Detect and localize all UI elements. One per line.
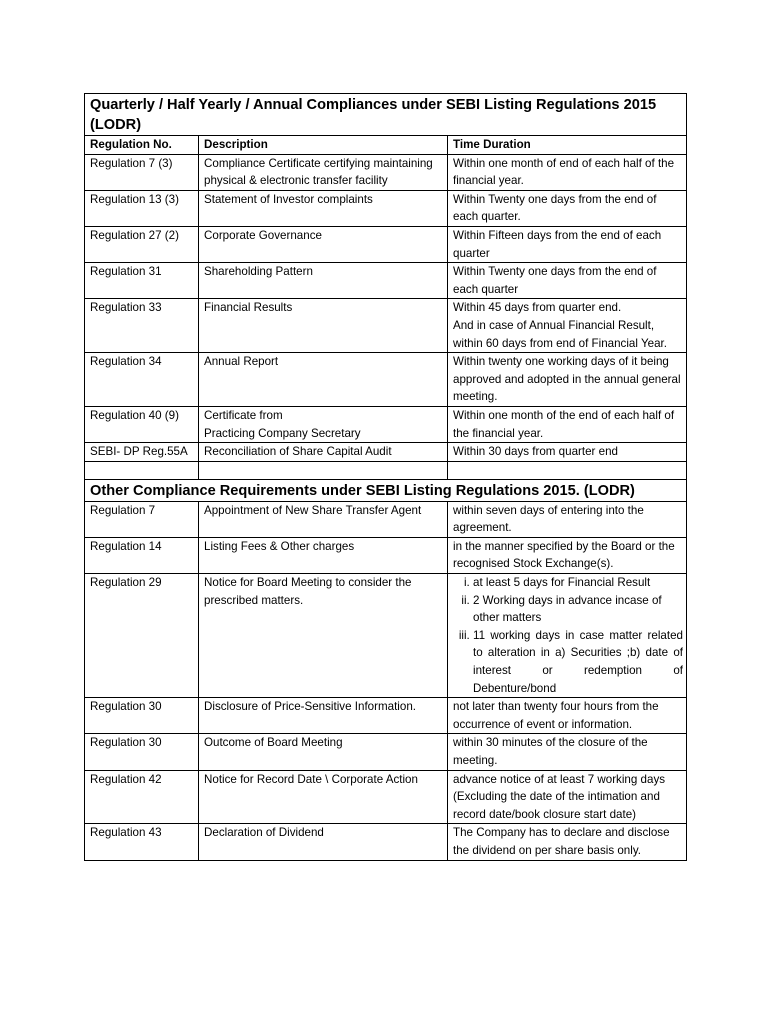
regulation-cell: Regulation 43 <box>85 824 199 860</box>
regulation-cell: Regulation 40 (9) <box>85 406 199 442</box>
description-cell: Compliance Certificate certifying maintaining physical & electronic transfer facility <box>199 154 448 190</box>
table-row <box>85 226 687 262</box>
regulation-cell: Regulation 29 <box>85 574 199 698</box>
table-row <box>85 824 687 860</box>
description-cell: Corporate Governance <box>199 226 448 262</box>
description-cell: Reconciliation of Share Capital Audit <box>199 443 448 462</box>
notice-period-list <box>453 574 683 697</box>
time-duration-cell: Within one month of the end of each half of the financial year. <box>448 406 687 442</box>
table-row <box>85 353 687 407</box>
regulation-cell: Regulation 7 (3) <box>85 154 199 190</box>
list-item: iii. 11 working days in case matter related to alteration in a) Securities ;b) date of interest or redemption of Debenture/bond <box>473 627 683 697</box>
time-duration-cell: in the manner specified by the Board or the recognised Stock Exchange(s). <box>448 537 687 573</box>
regulation-cell: Regulation 13 (3) <box>85 190 199 226</box>
time-duration-cell: Within Twenty one days from the end of each quarter <box>448 263 687 299</box>
time-line: Within 45 days from quarter end. <box>453 301 622 315</box>
time-line: And in case of Annual Financial Result, within 60 days from end of Financial Year. <box>453 318 667 350</box>
empty-row <box>85 461 687 479</box>
table-row <box>85 537 687 573</box>
table-row <box>85 263 687 299</box>
description-line: Practicing Company Secretary <box>204 426 361 440</box>
time-duration-cell: Within Twenty one days from the end of each quarter. <box>448 190 687 226</box>
header-description: Description <box>199 136 448 155</box>
time-duration-cell: Within Fifteen days from the end of each quarter <box>448 226 687 262</box>
regulation-cell: Regulation 27 (2) <box>85 226 199 262</box>
description-line: Certificate from <box>204 408 283 422</box>
description-cell <box>199 406 448 442</box>
table-row <box>85 299 687 353</box>
time-duration-cell: advance notice of at least 7 working days (Excluding the date of the intimation and record date/book closure start date) <box>448 770 687 824</box>
regulation-cell: Regulation 14 <box>85 537 199 573</box>
description-cell: Annual Report <box>199 353 448 407</box>
description-cell: Listing Fees & Other charges <box>199 537 448 573</box>
table-row <box>85 770 687 824</box>
description-cell: Outcome of Board Meeting <box>199 734 448 770</box>
list-item: ii. 2 Working days in advance incase of other matters <box>473 592 683 627</box>
time-duration-cell: within seven days of entering into the agreement. <box>448 501 687 537</box>
header-row <box>85 136 687 155</box>
time-duration-cell: Within twenty one working days of it being approved and adopted in the annual general meeting. <box>448 353 687 407</box>
compliance-table <box>84 93 687 861</box>
time-duration-cell <box>448 574 687 698</box>
time-duration-cell: not later than twenty four hours from the occurrence of event or information. <box>448 698 687 734</box>
time-duration-cell: The Company has to declare and disclose the dividend on per share basis only. <box>448 824 687 860</box>
table-row <box>85 406 687 442</box>
section1-title-row <box>85 94 687 136</box>
time-duration-cell: Within one month of end of each half of the financial year. <box>448 154 687 190</box>
regulation-cell: SEBI- DP Reg.55A <box>85 443 199 462</box>
table-row <box>85 154 687 190</box>
table-row <box>85 574 687 698</box>
table-row <box>85 501 687 537</box>
description-cell: Declaration of Dividend <box>199 824 448 860</box>
regulation-cell: Regulation 34 <box>85 353 199 407</box>
time-duration-cell: within 30 minutes of the closure of the meeting. <box>448 734 687 770</box>
list-item: i. at least 5 days for Financial Result <box>473 574 683 592</box>
time-duration-cell <box>448 299 687 353</box>
regulation-cell: Regulation 42 <box>85 770 199 824</box>
table-row <box>85 190 687 226</box>
description-cell: Appointment of New Share Transfer Agent <box>199 501 448 537</box>
table-row <box>85 698 687 734</box>
description-cell: Notice for Board Meeting to consider the prescribed matters. <box>199 574 448 698</box>
header-regulation-no: Regulation No. <box>85 136 199 155</box>
section2-title-row <box>85 479 687 501</box>
section2-title: Other Compliance Requirements under SEBI Listing Regulations 2015. (LODR) <box>85 479 687 501</box>
regulation-cell: Regulation 30 <box>85 698 199 734</box>
description-cell: Financial Results <box>199 299 448 353</box>
description-cell: Statement of Investor complaints <box>199 190 448 226</box>
regulation-cell: Regulation 31 <box>85 263 199 299</box>
description-cell: Shareholding Pattern <box>199 263 448 299</box>
time-duration-cell: Within 30 days from quarter end <box>448 443 687 462</box>
table-row <box>85 443 687 462</box>
regulation-cell: Regulation 33 <box>85 299 199 353</box>
description-cell: Notice for Record Date \ Corporate Action <box>199 770 448 824</box>
table-row <box>85 734 687 770</box>
section1-title: Quarterly / Half Yearly / Annual Compliances under SEBI Listing Regulations 2015 (LODR) <box>85 94 687 136</box>
regulation-cell: Regulation 7 <box>85 501 199 537</box>
description-cell: Disclosure of Price-Sensitive Information. <box>199 698 448 734</box>
header-time-duration: Time Duration <box>448 136 687 155</box>
regulation-cell: Regulation 30 <box>85 734 199 770</box>
